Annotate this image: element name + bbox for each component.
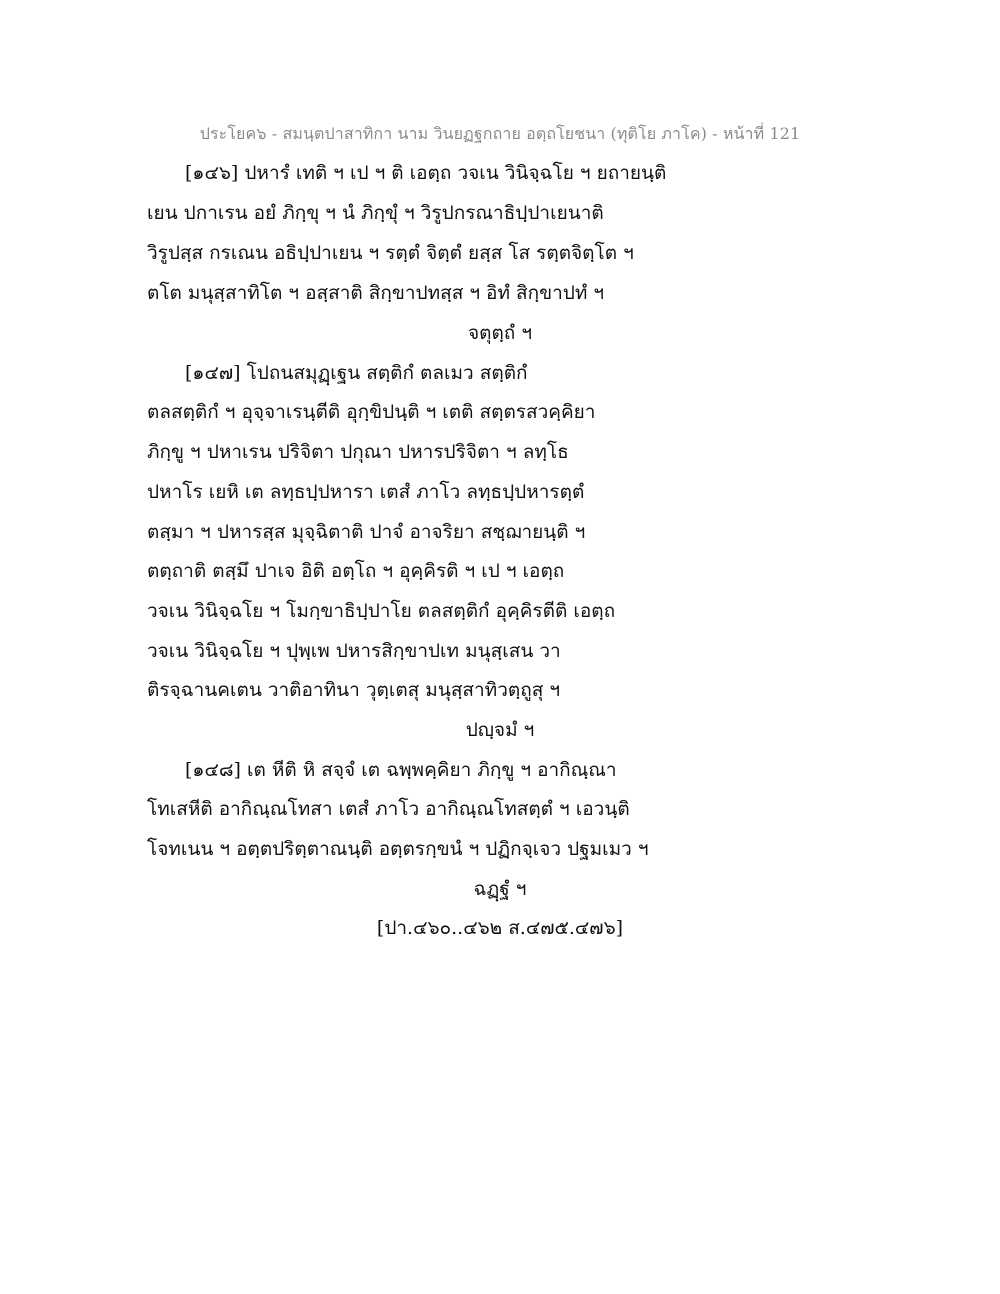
- paragraph-147-line-6: ตตฺถาติ ตสฺมึ ปาเจ อิติ อตฺโถ ฯ อุคฺคิรติ ฯ เป ฯ เอตฺถ: [147, 560, 565, 582]
- paragraph-146-line-4: ตโต มนุสฺสาทิโต ฯ อสฺสาติ สิกฺขาปทสฺส ฯ อิทํ สิกฺขาปทํ ฯ: [147, 282, 605, 304]
- source-reference: [ปา.๔๖๐..๔๖๒ ส.๔๗๕.๔๗๖]: [376, 917, 624, 939]
- paragraph-146-line-2: เยน ปกาเรน อยํ ภิกฺขุ ฯ นํ ภิกฺขุํ ฯ วิรูปกรณาธิปฺปาเยนาติ: [147, 202, 604, 224]
- paragraph-146-line-1: [๑๔๖] ปหารํ เทติ ฯ เป ฯ ติ เอตฺถ วจเน วินิจฺฉโย ฯ ยถายนฺติ: [185, 162, 667, 184]
- paragraph-147-line-4: ปหาโร เยหิ เต ลทฺธปฺปหารา เตสํ ภาโว ลทฺธปฺปหารตฺตํ: [147, 481, 585, 503]
- page-header: ประโยค๖ - สมนฺตปาสาทิกา นาม วินยฏฐกถาย อตฺถโยชนา (ทุติโย ภาโค) - หน้าที่ 121: [199, 124, 801, 143]
- paragraph-148-line-1: [๑๔๘] เต หีติ หิ สจฺจํ เต ฉพฺพคฺคิยา ภิกฺขู ฯ อากิณฺณา: [185, 759, 617, 781]
- paragraph-147-line-7: วจเน วินิจฺฉโย ฯ โมกฺขาธิปฺปาโย ตลสตฺติกํ อุคฺคิรตีติ เอตฺถ: [147, 600, 616, 622]
- paragraph-147-line-1: [๑๔๗] โปถนสมุฏฺเฐน สตฺติกํ ตลเมว สตฺติกํ: [185, 362, 528, 384]
- paragraph-147-line-2: ตลสตฺติกํ ฯ อุจฺจาเรนฺตีติ อุกฺขิปนฺติ ฯ เตติ สตฺตรสวคฺคิยา: [147, 401, 596, 423]
- section-end-marker: ปญฺจมํ ฯ: [465, 719, 535, 741]
- section-end-marker: ฉฏฺฐํ ฯ: [473, 878, 527, 900]
- paragraph-148-line-3: โจทเนน ฯ อตฺตปริตฺตาณนฺติ อตฺตรกฺขนํ ฯ ปฏิกจฺเจว ปฐมเมว ฯ: [147, 838, 649, 860]
- paragraph-148-line-2: โทเสหีติ อากิณฺณโทสา เตสํ ภาโว อากิณฺณโทสตฺตํ ฯ เอวนฺติ: [147, 798, 630, 820]
- paragraph-147-line-3: ภิกฺขู ฯ ปหาเรน ปริจิตา ปกุณา ปหารปริจิตา ฯ ลทฺโธ: [147, 441, 569, 463]
- paragraph-147-line-5: ตสฺมา ฯ ปหารสฺส มุจฺฉิตาติ ปาจํ อาจริยา สชฺฌายนฺติ ฯ: [147, 521, 586, 543]
- paragraph-146-line-3: วิรูปสฺส กรเณน อธิปฺปาเยน ฯ รตฺตํ จิตฺตํ ยสฺส โส รตฺตจิตฺโต ฯ: [147, 242, 634, 264]
- paragraph-147-line-8: วจเน วินิจฺฉโย ฯ ปุพฺเพ ปหารสิกฺขาปเท มนุสฺเสน วา: [147, 640, 561, 662]
- paragraph-147-line-9: ติรจฺฉานคเตน วาติอาทินา วุตฺเตสุ มนุสฺสาทิวตฺถูสุ ฯ: [147, 679, 561, 701]
- section-end-marker: จตุตฺถํ ฯ: [467, 322, 533, 344]
